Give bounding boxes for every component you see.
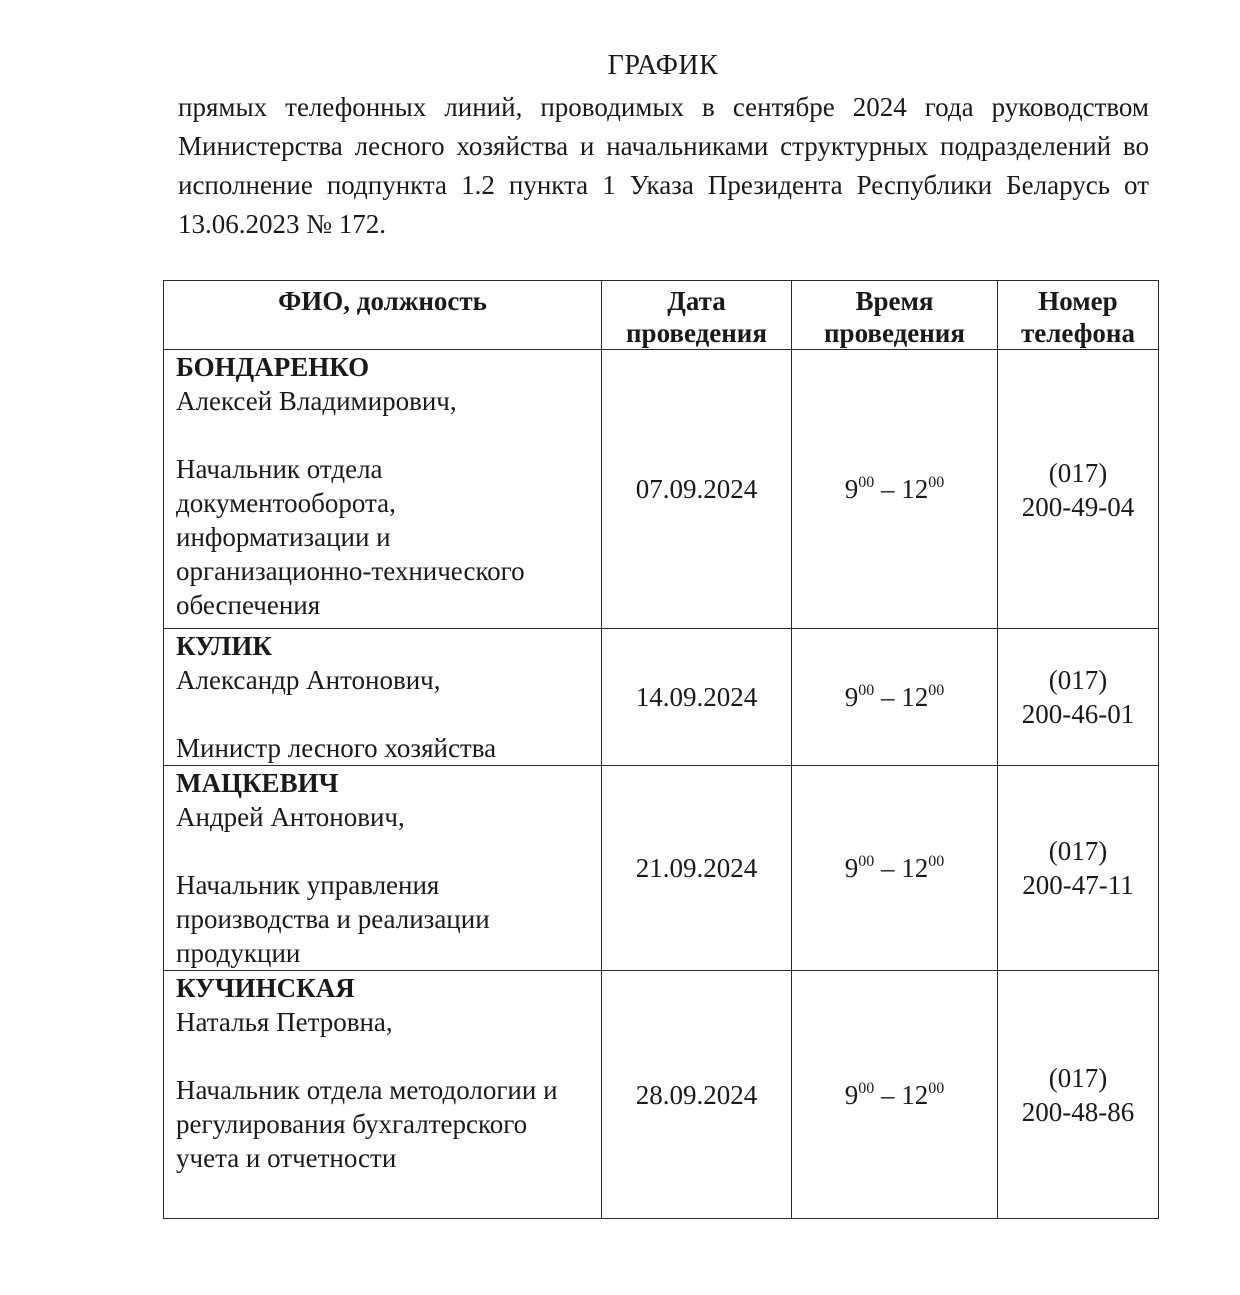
time-separator: – [874, 1079, 902, 1110]
person-surname: БОНДАРЕНКО [176, 352, 370, 382]
person-given-name: Александр Антонович, [176, 665, 441, 695]
time-end: 12 [901, 474, 929, 504]
phone-number: 200-49-04 [1021, 492, 1135, 522]
time-cell [792, 766, 998, 971]
time-end-minutes: 00 [928, 853, 945, 870]
document-title: ГРАФИК [607, 50, 719, 81]
time-start-minutes: 00 [858, 474, 875, 491]
phone-code: (017) [1048, 458, 1108, 488]
time-separator: – [874, 474, 902, 504]
header-time [792, 281, 998, 350]
time-start: 9 [844, 474, 859, 504]
time-end-minutes: 00 [928, 682, 945, 699]
date-cell: 07.09.2024 [602, 350, 792, 629]
person-cell [164, 629, 602, 766]
phone-code: (017) [1048, 1062, 1108, 1093]
date-cell: 14.09.2024 [602, 629, 792, 766]
time-cell [792, 629, 998, 766]
schedule-table [163, 280, 1159, 1219]
phone-cell [998, 350, 1159, 629]
header-phone-line2: телефона [1021, 318, 1135, 348]
phone-cell [998, 629, 1159, 766]
header-time-line1: Время [855, 286, 934, 316]
time-end: 12 [901, 1079, 929, 1110]
time-start: 9 [844, 682, 859, 712]
time-cell [792, 971, 998, 1219]
date-cell: 21.09.2024 [602, 766, 792, 971]
header-time-line2: проведения [824, 318, 965, 348]
person-given-name: Андрей Антонович, [176, 802, 405, 832]
phone-cell [998, 766, 1159, 971]
time-end-minutes: 00 [928, 474, 945, 491]
person-cell [164, 971, 602, 1219]
time-separator: – [874, 853, 902, 883]
table-row [164, 629, 1159, 766]
time-end: 12 [901, 682, 929, 712]
phone-number: 200-47-11 [1022, 870, 1134, 900]
person-given-name: Наталья Петровна, [176, 1007, 393, 1037]
header-phone-line1: Номер [1038, 286, 1118, 316]
time-end: 12 [901, 853, 929, 883]
person-position: Министр лесного хозяйства [176, 733, 497, 763]
phone-cell [998, 971, 1159, 1219]
time-start: 9 [844, 853, 859, 883]
person-given-name: Алексей Владимирович, [176, 386, 457, 416]
header-date-line2: проведения [626, 318, 767, 348]
phone-number: 200-46-01 [1021, 699, 1135, 729]
person-cell [164, 766, 602, 971]
table-row [164, 350, 1159, 629]
phone-code: (017) [1048, 665, 1108, 695]
time-end-minutes: 00 [928, 1079, 945, 1097]
time-start-minutes: 00 [858, 682, 875, 699]
header-name: ФИО, должность [164, 281, 602, 350]
table-header-row [164, 281, 1159, 350]
time-cell [792, 350, 998, 629]
time-start-minutes: 00 [858, 853, 875, 870]
time-start-minutes: 00 [858, 1079, 875, 1097]
header-date [602, 281, 792, 350]
date-cell: 28.09.2024 [602, 971, 792, 1219]
header-date-line1: Дата [667, 286, 726, 316]
table-row [164, 766, 1159, 971]
time-start: 9 [844, 1079, 859, 1110]
table-row [164, 971, 1159, 1219]
document-intro: прямых телефонных линий, проводимых в сентябре 2024 года руководством Министерства лесного хозяйства и начальниками структурных подразделений во исполнение подпункта 1.2 пункта 1 Указа Президента Республики Беларусь от 13.06.2023 № 172. [178, 92, 1149, 239]
header-phone [998, 281, 1159, 350]
person-position: Начальник управления производства и реализации продукции [176, 870, 490, 968]
phone-code: (017) [1048, 836, 1108, 866]
person-surname: КУЧИНСКАЯ [176, 973, 355, 1003]
person-position: Начальник отдела документооборота, информатизации и организационно-технического обеспечения [176, 454, 525, 620]
person-surname: МАЦКЕВИЧ [176, 768, 339, 798]
person-cell [164, 350, 602, 629]
time-separator: – [874, 682, 902, 712]
phone-number: 200-48-86 [1021, 1096, 1135, 1127]
person-surname: КУЛИК [176, 631, 272, 661]
person-position: Начальник отдела методологии и регулирования бухгалтерского учета и отчетности [176, 1075, 558, 1173]
